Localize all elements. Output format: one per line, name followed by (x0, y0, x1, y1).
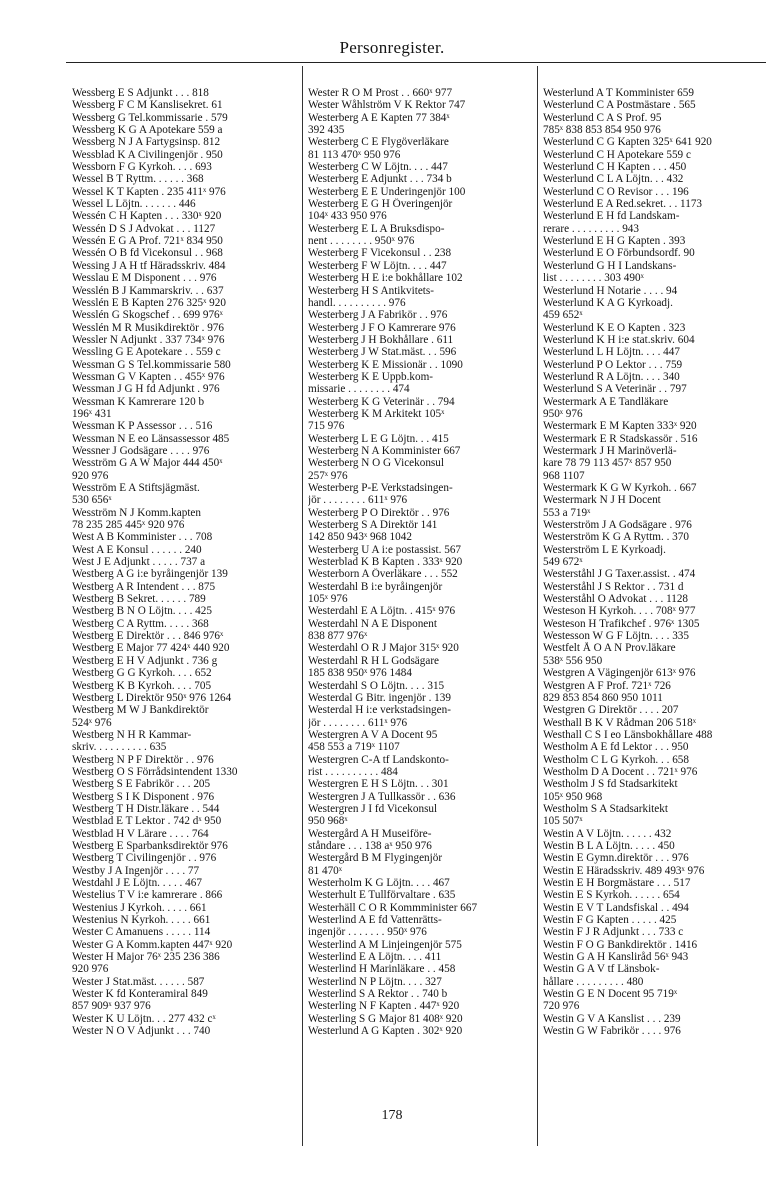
register-entry-line: Westblad H V Lärare . . . . 764 (72, 827, 209, 840)
register-entry-line: West J E Adjunkt . . . . . 737 a (72, 556, 206, 569)
register-entry-line: Westberg B N O Löjtn. . . . 425 (72, 605, 212, 618)
register-entry-line: Wessén C H Kapten . . . 330ˣ 920 (72, 210, 222, 223)
register-entry-line: Westerberg H E i:e bokhållare 102 (308, 272, 463, 285)
register-entry-line: 553 a 719ˣ (543, 506, 591, 519)
register-entry-line: Westholm D A Docent . . 721ˣ 976 (543, 765, 698, 778)
register-entry-line: Westerberg C W Löjtn. . . . 447 (308, 161, 448, 174)
register-entry-line: Westerberg S A Direktör 141 (308, 519, 438, 532)
register-entry-line: Westerlind H Marinläkare . . 458 (308, 963, 456, 976)
register-entry-line: Westermark N J H Docent (543, 494, 661, 507)
register-entry-line: Westerlind N P Löjtn. . . . 327 (308, 975, 442, 988)
register-entry-line: Wester K U Löjtn. . . 277 432 cˣ (72, 1012, 216, 1025)
register-entry-line: Westerdahl R H L Godsägare (308, 654, 440, 667)
register-entry-line: Westberg E H V Adjunkt . 736 g (72, 654, 218, 667)
register-entry-line: Westerlund C H Apotekare 559 c (543, 148, 691, 161)
register-entry-line: Wessman J G H fd Adjunkt . 976 (72, 383, 220, 396)
register-column-1 (72, 87, 298, 1037)
register-entry-line: Westeson H Trafikchef . 976ˣ 1305 (543, 617, 700, 630)
register-entry-line: Westergren C-A tf Landskonto- (308, 753, 449, 766)
register-entry-line: jör . . . . . . . . 611ˣ 976 (308, 716, 408, 729)
register-entry-line: Westerberg E E Underingenjör 100 (308, 185, 466, 198)
column-divider-left (302, 66, 303, 1146)
register-entry-line: 105ˣ 950 968 (543, 790, 603, 803)
register-entry-line: Westerdahl O R J Major 315ˣ 920 (308, 642, 459, 655)
register-entry-line: Wessel B T Ryttm. . . . . . 368 (72, 173, 204, 186)
register-entry-line: Westberg O S Förrådsintendent 1330 (72, 765, 238, 778)
register-entry-line: rist . . . . . . . . . . 484 (308, 765, 398, 778)
register-entry-line: Westerdahl N A E Disponent (308, 617, 437, 630)
register-entry-line: 920 976 (72, 963, 109, 976)
register-entry-line: Westin F G Kapten . . . . . 425 (543, 914, 677, 927)
register-entry-line: Westberg N H R Kammar- (72, 728, 192, 741)
register-entry-line: Westblad E T Lektor . 742 dˣ 950 (72, 815, 222, 828)
register-entry-line: Westeson H Kyrkoh. . . . 708ˣ 977 (543, 605, 696, 618)
register-entry-line: 104ˣ 433 950 976 (308, 210, 387, 223)
register-entry-line: Wesslén E B Kapten 276 325ˣ 920 (72, 296, 226, 309)
register-entry-line: 720 976 (543, 1000, 580, 1013)
register-entry-line: Westgren A Vägingenjör 613ˣ 976 (543, 667, 696, 680)
register-entry-line: ingenjör . . . . . . . 950ˣ 976 (308, 926, 427, 939)
register-entry-line: 142 850 943ˣ 968 1042 (308, 531, 412, 544)
register-entry-line: Westerlund S A Veterinär . . 797 (543, 383, 687, 396)
register-entry-line: Westerlund C L A Löjtn. . . 432 (543, 173, 684, 186)
register-entry-line: Wessberg G Tel.kommissarie . 579 (72, 111, 228, 124)
register-entry-line: Westerberg N A Komminister 667 (308, 444, 461, 457)
register-entry-line: Westerlund K E O Kapten . 323 (543, 321, 686, 334)
register-entry-line: Westholm C L G Kyrkoh. . . 658 (543, 753, 689, 766)
register-entry-line: Wessman K Kamrerare 120 b (72, 395, 205, 408)
page-title: Personregister. (339, 38, 445, 57)
register-entry-line: Westerlund P O Lektor . . . 759 (543, 358, 683, 371)
register-entry-line: Westerberg E Adjunkt . . . 734 b (308, 173, 452, 186)
register-entry-line: Westberg T H Distr.läkare . . 544 (72, 802, 220, 815)
register-entry-line: skriv. . . . . . . . . . 635 (72, 741, 167, 754)
register-column-3 (543, 87, 769, 1037)
register-entry-line: Westermark J H Marinöverlä- (543, 444, 677, 457)
register-entry-line: Westberg C A Ryttm. . . . . 368 (72, 617, 209, 630)
register-entry-line: Westdahl J E Löjtn. . . . . 467 (72, 877, 202, 889)
register-entry-line: Westberg E Sparbanksdirektör 976 (72, 839, 228, 852)
register-entry-line: Wester K fd Konteramiral 849 (72, 988, 208, 1001)
register-entry-line: 524ˣ 976 (72, 716, 112, 729)
register-entry-line: Westerlund A G Kapten . 302ˣ 920 (308, 1025, 463, 1038)
register-entry-line: Westerståhl O Advokat . . . 1128 (543, 593, 689, 606)
register-entry-line: Westerlund K A G Kyrkoadj. (543, 296, 673, 309)
register-entry-line: Westerlind A E fd Vattenrätts- (308, 914, 442, 927)
register-entry-line: Wester H Major 76ˣ 235 236 386 (72, 951, 220, 964)
register-entry-line: Wesström E A Stiftsjägmäst. (72, 482, 200, 494)
register-entry-line: Westerström L E Kyrkoadj. (543, 543, 666, 556)
register-entry-line: handl. . . . . . . . . . 976 (308, 296, 406, 309)
register-entry-line: Westerberg J A Fabrikör . . 976 (308, 309, 448, 322)
register-entry-line: Wessberg E S Adjunkt . . . 818 (72, 87, 209, 99)
register-entry-line: Westin E S Kyrkoh. . . . . . 654 (543, 889, 680, 902)
register-entry-line: Westerlund C G Kapten 325ˣ 641 920 (543, 136, 712, 149)
register-entry-line: Westerdahl B i:e byråingenjör (308, 580, 443, 593)
register-entry-line: Westin E H Borgmästare . . . 517 (543, 877, 691, 889)
register-entry-line: Westerståhl J S Rektor . . 731 d (543, 580, 684, 593)
register-column-2 (308, 87, 534, 1037)
register-entry-line: 78 235 285 445ˣ 920 976 (72, 519, 185, 532)
register-entry-line: Westerlind S A Rektor . . 740 b (308, 988, 448, 1001)
register-entry-line: Westergård B M Flygingenjör (308, 852, 443, 865)
register-entry-line: Wesström G A W Major 444 450ˣ (72, 457, 223, 470)
register-entry-line: Westerdal G Bitr. ingenjör . 139 (308, 691, 451, 704)
register-entry-line: Westerborn A Överläkare . . . 552 (308, 568, 458, 581)
register-entry-line: 459 652ˣ (543, 309, 583, 322)
register-entry-line: Westerberg F Vicekonsul . . 238 (308, 247, 452, 260)
register-entry-line: Westerlund G H I Landskans- (543, 259, 677, 272)
register-entry-line: Westberg G G Kyrkoh. . . . 652 (72, 667, 212, 680)
register-entry-line: Wessberg K G A Apotekare 559 a (72, 124, 223, 137)
register-entry-line: Wester Wåhlström V K Rektor 747 (308, 99, 466, 112)
register-entry-line: 105ˣ 976 (308, 593, 348, 606)
register-entry-line: Westermark E M Kapten 333ˣ 920 (543, 420, 697, 433)
register-entry-line: hållare . . . . . . . . . 480 (543, 975, 644, 988)
register-entry-line: jör . . . . . . . . 611ˣ 976 (308, 494, 408, 507)
register-entry-line: Westin G V A Kanslist . . . 239 (543, 1012, 681, 1025)
register-entry-line: Westberg A G i:e byråingenjör 139 (72, 568, 228, 581)
register-entry-line: Westerståhl J G Taxer.assist. . 474 (543, 568, 696, 581)
register-entry-line: Westenius N Kyrkoh. . . . . 661 (72, 914, 211, 927)
register-entry-line: 715 976 (308, 420, 345, 433)
register-entry-line: Wester C Amanuens . . . . . 114 (72, 926, 211, 939)
register-entry-line: Wester N O V Adjunkt . . . 740 (72, 1025, 211, 1038)
register-entry-line: 530 656ˣ (72, 494, 112, 507)
register-entry-line: Westerlund E A Red.sekret. . . 1173 (543, 198, 703, 211)
register-entry-line: Westerberg A E Kapten 77 384ˣ (308, 111, 450, 124)
register-entry-line: Wesslau E M Disponent . . . 976 (72, 272, 217, 285)
register-entry-line: Westerberg E G H Överingenjör (308, 198, 453, 211)
register-entry-line: Westergren J A Tullkassör . . 636 (308, 790, 456, 803)
register-entry-line: Wessler N Adjunkt . 337 734ˣ 976 (72, 333, 225, 346)
register-entry-line: Westerberg F W Löjtn. . . . 447 (308, 259, 447, 272)
register-entry-line: Wessblad K A Civilingenjör . 950 (72, 148, 223, 161)
register-entry-line: Westerberg H S Antikvitets- (308, 284, 434, 297)
register-entry-line: Westberg S I K Disponent . 976 (72, 790, 215, 803)
register-entry-line: Westerberg K E Missionär . . 1090 (308, 358, 463, 371)
register-entry-line: Westerberg K M Arkitekt 105ˣ (308, 407, 445, 420)
register-entry-line: Westerberg P-E Verkstadsingen- (308, 482, 453, 494)
register-entry-line: Westerström K G A Ryttm. . 370 (543, 531, 689, 544)
register-entry-line: Westholm A E fd Lektor . . . 950 (543, 741, 689, 754)
register-entry-line: Westerhäll C O R Kommminister 667 (308, 901, 478, 914)
register-entry-line: Westerberg J H Bokhållare . 611 (308, 333, 454, 346)
register-entry-line: Westerlund E H G Kapten . 393 (543, 235, 686, 248)
register-entry-line: West A E Konsul . . . . . . 240 (72, 543, 202, 556)
register-entry-line: 950ˣ 976 (543, 407, 583, 420)
register-entry-line: Westberg B Sekret. . . . . . 789 (72, 593, 206, 606)
register-entry-line: Wester J Stat.mäst. . . . . . 587 (72, 975, 205, 988)
register-entry-line: Wesslén G Skogschef . . 699 976ˣ (72, 309, 223, 322)
register-entry-line: Wessén E G A Prof. 721ˣ 834 950 (72, 235, 223, 248)
register-entry-line: Westin E Gymn.direktör . . . 976 (543, 852, 689, 865)
register-entry-line: 968 1107 (543, 469, 585, 482)
register-entry-line: Westerlund C A S Prof. 95 (543, 111, 662, 124)
register-entry-line: Wessén D S J Advokat . . . 1127 (72, 222, 216, 235)
register-entry-line: Westerlind E A Löjtn. . . . 411 (308, 951, 442, 964)
column-divider-right (537, 66, 538, 1146)
register-entry-line: Westberg N P F Direktör . . 976 (72, 753, 214, 766)
register-entry-line: Wessborn F G Kyrkoh. . . . 693 (72, 161, 212, 174)
register-entry-line: Westerberg C E Flygöverläkare (308, 136, 449, 149)
register-entry-line: Westholm J S fd Stadsarkitekt (543, 778, 678, 791)
register-entry-line: Westin F J R Adjunkt . . . 733 c (543, 926, 684, 939)
register-entry-line: rerare . . . . . . . . . 943 (543, 222, 639, 235)
register-entry-line: Westerberg K G Veterinär . . 794 (308, 395, 455, 408)
register-entry-line: Westergård A H Museiföre- (308, 827, 432, 840)
register-entry-line: Westerling N F Kapten . 447ˣ 920 (308, 1000, 460, 1013)
register-entry-line: Westhall B K V Rådman 206 518ˣ (543, 716, 696, 729)
register-entry-line: West A B Komminister . . . 708 (72, 531, 213, 544)
register-entry-line: Wesslén B J Kammarskriv. . . 637 (72, 284, 224, 297)
register-entry-line: Wessman G S Tel.kommissarie 580 (72, 358, 231, 371)
register-entry-line: Wesslén M R Musikdirektör . 976 (72, 321, 224, 334)
register-entry-line: Wessling G E Apotekare . . 559 c (72, 346, 221, 359)
register-entry-line: Westergren A V A Docent 95 (308, 728, 438, 741)
register-entry-line: ståndare . . . 138 aˣ 950 976 (308, 839, 432, 852)
register-entry-line: Wessel L Löjtn. . . . . . . 446 (72, 198, 196, 211)
register-entry-line: Westerberg J W Stat.mäst. . . 596 (308, 346, 457, 359)
register-entry-line: Westberg L Direktör 950ˣ 976 1264 (72, 691, 232, 704)
register-entry-line: Westerlund H Notarie . . . . 94 (543, 284, 678, 297)
register-entry-line: Wessén O B fd Vicekonsul . . 968 (72, 247, 223, 260)
header-rule (66, 62, 766, 63)
register-entry-line: Westerberg E L A Bruksdispo- (308, 222, 445, 235)
register-entry-line: Wesström N J Komm.kapten (72, 506, 201, 519)
register-entry-line: Westgren A F Prof. 721ˣ 726 (543, 679, 671, 692)
register-entry-line: Westin A V Löjtn. . . . . . 432 (543, 827, 672, 840)
register-entry-line: 81 470ˣ (308, 864, 342, 877)
register-entry-line: Westhall C S I eo Länsbokhållare 488 (543, 728, 713, 741)
register-entry-line: Westergren E H S Löjtn. . . 301 (308, 778, 449, 791)
register-entry-line: Westermark K G W Kyrkoh. . 667 (543, 482, 697, 494)
register-entry-line: Westin E V T Landsfiskal . . 494 (543, 901, 689, 914)
register-entry-line: Wester R O M Prost . . 660ˣ 977 (308, 87, 453, 99)
register-entry-line: Westerlund R A Löjtn. . . . 340 (543, 370, 680, 383)
register-entry-line: Wessman G V Kapten . . 455ˣ 976 (72, 370, 225, 383)
register-entry-line: Wessing J A H tf Häradsskriv. 484 (72, 259, 226, 272)
register-entry-line: Wessberg F C M Kanslisekret. 61 (72, 99, 223, 112)
register-entry-line: nent . . . . . . . . 950ˣ 976 (308, 235, 415, 248)
register-entry-line: Westerdahl E A Löjtn. . 415ˣ 976 (308, 605, 456, 618)
register-entry-line: Wessberg N J A Fartygsinsp. 812 (72, 136, 221, 149)
register-entry-line: Westberg K B Kyrkoh. . . . 705 (72, 679, 212, 692)
register-entry-line: Westerling S G Major 81 408ˣ 920 (308, 1012, 463, 1025)
register-entry-line: Westerberg J F O Kamrerare 976 (308, 321, 456, 334)
register-entry-line: Westberg M W J Bankdirektör (72, 704, 209, 717)
register-entry-line: 920 976 (72, 469, 109, 482)
register-entry-line: Westberg T Civilingenjör . . 976 (72, 852, 217, 865)
register-entry-line: Wessman K P Assessor . . . 516 (72, 420, 213, 433)
register-entry-line: Westerberg K E Uppb.kom- (308, 370, 434, 383)
register-entry-line: 829 853 854 860 950 1011 (543, 691, 663, 704)
register-entry-line: Westerlund L H Löjtn. . . . 447 (543, 346, 680, 359)
register-entry-line: Westin E Häradsskriv. 489 493ˣ 976 (543, 864, 705, 877)
register-entry-line: Westerlund C O Revisor . . . 196 (543, 185, 689, 198)
register-entry-line: Wessner J Godsägare . . . . 976 (72, 444, 210, 457)
register-entry-line: Westelius T V i:e kamrerare . 866 (72, 889, 223, 902)
register-entry-line: 857 909ˣ 937 976 (72, 1000, 151, 1013)
register-entry-line: Wessel K T Kapten . 235 411ˣ 976 (72, 185, 226, 198)
register-entry-line: Westfelt Å O A N Prov.läkare (543, 642, 676, 655)
register-entry-line: Westberg E Major 77 424ˣ 440 920 (72, 642, 230, 655)
register-entry-line: Westin G E N Docent 95 719ˣ (543, 988, 678, 1001)
register-entry-line: Westergren J I fd Vicekonsul (308, 802, 438, 815)
register-entry-line: Westholm S A Stadsarkitekt (543, 802, 668, 815)
register-entry-line: Wessman N E eo Länsassessor 485 (72, 432, 230, 445)
register-entry-line: Westerlund E H fd Landskam- (543, 210, 680, 223)
register-entry-line: 549 672ˣ (543, 556, 583, 569)
register-entry-line: Westerlind A M Linjeingenjör 575 (308, 938, 462, 951)
register-entry-line: Westerlund E O Förbundsordf. 90 (543, 247, 695, 260)
register-entry-line: Westerhult E Tullförvaltare . 635 (308, 889, 456, 902)
register-entry-line: 185 838 950ˣ 976 1484 (308, 667, 412, 680)
register-entry-line: Westerblad K B Kapten . 333ˣ 920 (308, 556, 463, 569)
register-entry-line: Westerholm K G Löjtn. . . . 467 (308, 877, 450, 889)
register-entry-line: Westberg S E Fabrikör . . . 205 (72, 778, 211, 791)
register-entry-line: Westerberg N O G Vicekonsul (308, 457, 444, 470)
register-entry-line: 838 877 976ˣ (308, 630, 368, 643)
register-entry-line: Westerlund C A Postmästare . 565 (543, 99, 696, 112)
register-entry-line: 392 435 (308, 124, 345, 137)
register-entry-line: Westin F O G Bankdirektör . 1416 (543, 938, 698, 951)
register-entry-line: 257ˣ 976 (308, 469, 348, 482)
register-entry-line: Westermark A E Tandläkare (543, 395, 669, 408)
register-entry-line: 458 553 a 719ˣ 1107 (308, 741, 400, 754)
register-entry-line: 196ˣ 431 (72, 407, 112, 420)
register-entry-line: Westerberg U A i:e postassist. 567 (308, 543, 462, 556)
register-entry-line: Westermark E R Stadskassör . 516 (543, 432, 698, 445)
register-entry-line: Westerström J A Godsägare . 976 (543, 519, 692, 532)
register-entry-line: Westerlund K H i:e stat.skriv. 604 (543, 333, 695, 346)
register-entry-line: 950 968ˣ (308, 815, 348, 828)
register-entry-line: Westgren G Direktör . . . . 207 (543, 704, 679, 717)
register-entry-line: 81 113 470ˣ 950 976 (308, 148, 401, 161)
register-entry-line: Wester G A Komm.kapten 447ˣ 920 (72, 938, 233, 951)
register-entry-line: Westesson W G F Löjtn. . . . 335 (543, 630, 689, 643)
register-entry-line: Westerberg L E G Löjtn. . . 415 (308, 432, 449, 445)
register-entry-line: Westin B L A Löjtn. . . . . 450 (543, 839, 675, 852)
register-entry-line: Westerberg P O Direktör . . 976 (308, 506, 450, 519)
register-entry-line: 538ˣ 556 950 (543, 654, 603, 667)
register-entry-line: Westberg A R Intendent . . . 875 (72, 580, 216, 593)
register-entry-line: Westerlund C H Kapten . . . 450 (543, 161, 687, 174)
register-entry-line: Westby J A Ingenjör . . . . 77 (72, 864, 200, 877)
register-entry-line: Westerdal H i:e verkstadsingen- (308, 704, 451, 717)
page-number: 178 (381, 1108, 403, 1123)
register-entry-line: Westin G W Fabrikör . . . . 976 (543, 1025, 681, 1038)
register-entry-line: Westerlund A T Komminister 659 (543, 87, 694, 99)
register-entry-line: list . . . . . . . . 303 490ˣ (543, 272, 644, 285)
register-entry-line: 785ˣ 838 853 854 950 976 (543, 124, 661, 137)
register-entry-line: missarie . . . . . . . . 474 (308, 383, 410, 396)
register-entry-line: Westerdahl S O Löjtn. . . . 315 (308, 679, 445, 692)
register-entry-line: Westin G A H Kanslіråd 56ˣ 943 (543, 951, 689, 964)
register-entry-line: Westenius J Kyrkoh. . . . . 661 (72, 901, 207, 914)
register-entry-line: Westin G A V tf Länsbok- (543, 963, 660, 976)
register-entry-line: Westberg E Direktör . . . 846 976ˣ (72, 630, 224, 643)
register-entry-line: 105 507ˣ (543, 815, 583, 828)
register-entry-line: kare 78 79 113 457ˣ 857 950 (543, 457, 672, 470)
